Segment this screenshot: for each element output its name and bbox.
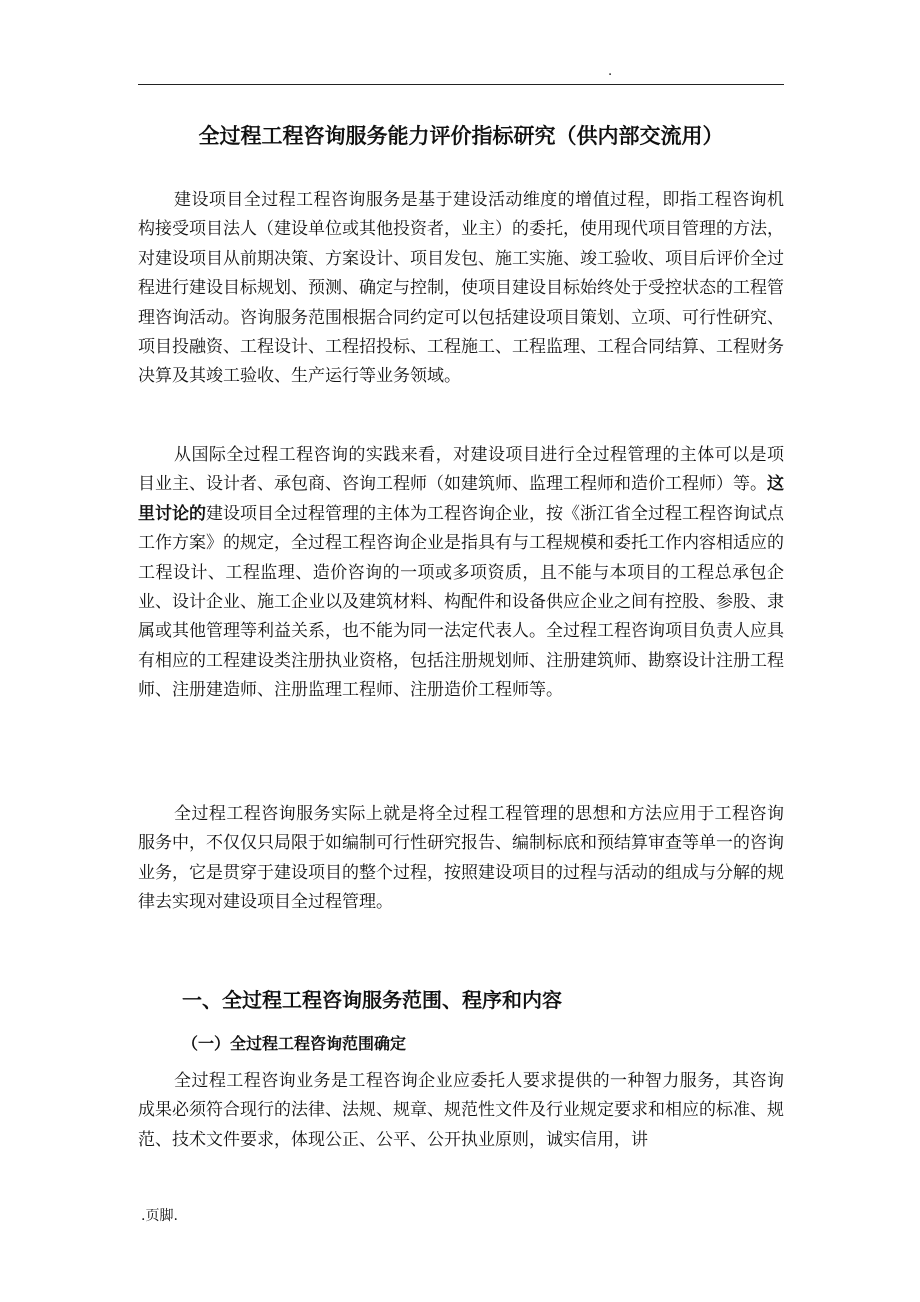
paragraph-section-body: 全过程工程咨询业务是工程咨询企业应委托人要求提供的一种智力服务，其咨询成果必须符合现行的法律、法规、规章、规范性文件及行业规定要求和相应的标准、规范、技术文件要求，体现公正、公平、公开执业原则，诚实信用，讲	[138, 1071, 784, 1150]
header-rule	[138, 84, 784, 85]
paragraph-subject	[138, 441, 784, 706]
section-heading: 一、全过程工程咨询服务范围、程序和内容	[182, 988, 562, 1012]
document-title: 全过程工程咨询服务能力评价指标研究（供内部交流用）	[198, 124, 724, 148]
paragraph-subject-text-after: 建设项目全过程管理的主体为工程咨询企业，按《浙江省全过程工程咨询试点工作方案》的规定，全过程工程咨询企业是指具有与工程规模和委托工作内容相适应的工程设计、工程监理、造价咨询的一项或多项资质，且不能与本项目的工程总承包企业、设计企业、施工企业以及建筑材料、构配件和设备供应企业之间有控股、参股、隶属或其他管理等利益关系，也不能为同一法定代表人。全过程工程咨询项目负责人应具有相应的工程建设类注册执业资格，包括注册规划师、注册建筑师、勘察设计注册工程师、注册建造师、注册监理工程师、注册造价工程师等。	[138, 503, 784, 701]
paragraph-subject-bold-text: 这里讨论的	[138, 474, 784, 524]
paragraph-intro: 建设项目全过程工程咨询服务是基于建设活动维度的增值过程，即指工程咨询机构接受项目法人（建设单位或其他投资者，业主）的委托，使用现代项目管理的方法，对建设项目从前期决策、方案设计、项目发包、施工实施、竣工验收、项目后评价全过程进行建设目标规划、预测、确定与控制，使项目建设目标始终处于受控状态的工程管理咨询活动。咨询服务范围根据合同约定可以包括建设项目策划、立项、可行性研究、项目投融资、工程设计、工程招投标、工程施工、工程监理、工程合同结算、工程财务决算及其竣工验收、生产运行等业务领域。	[138, 190, 784, 387]
footer-mark: .页脚.	[141, 1208, 178, 1224]
paragraph-subject-text-before: 从国际全过程工程咨询的实践来看，对建设项目进行全过程管理的主体可以是项目业主、设计者、承包商、咨询工程师（如建筑师、监理工程师和造价工程师）等。	[138, 445, 784, 495]
paragraph-definition: 全过程工程咨询服务实际上就是将全过程工程管理的思想和方法应用于工程咨询服务中，不仅仅只局限于如编制可行性研究报告、编制标底和预结算审查等单一的咨询业务，它是贯穿于建设项目的整个过程，按照建设项目的过程与活动的组成与分解的规律去实现对建设项目全过程管理。	[138, 804, 784, 913]
sub-heading: （一）全过程工程咨询范围确定	[182, 1034, 407, 1053]
header-mark: .	[608, 64, 613, 79]
